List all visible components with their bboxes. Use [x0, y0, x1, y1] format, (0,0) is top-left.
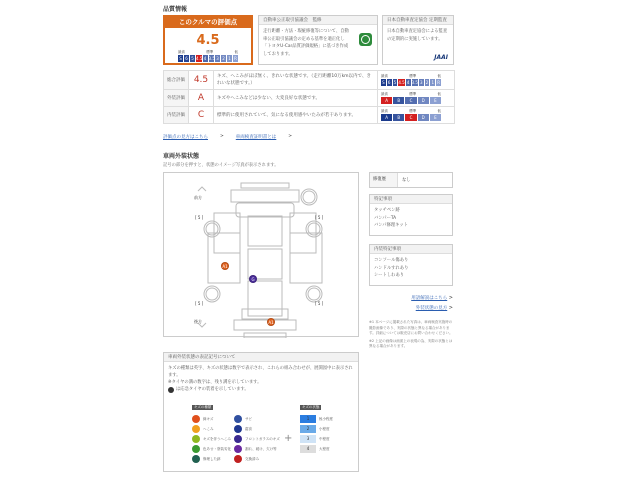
- certificate-link[interactable]: 車両検査証明書とは: [235, 135, 277, 140]
- table-row: [164, 90, 455, 107]
- eval-scale-cell: [378, 71, 455, 90]
- kind-dot-icon: [192, 425, 200, 433]
- scale-label: 低: [437, 74, 441, 78]
- eval-label: 内装評価: [164, 107, 189, 124]
- eval-value: A: [189, 90, 214, 107]
- level-label: 極小程度: [319, 416, 333, 421]
- eval-desc: 標準的に使用されていて、気になる使用感やいたみが若干あります。: [214, 107, 378, 124]
- scale-cell: 5: [393, 80, 397, 85]
- kind-dot-icon: [234, 445, 242, 453]
- scale-label-high: 最高: [178, 50, 185, 54]
- exterior-guide-link[interactable]: 外装状態の見方: [415, 306, 448, 311]
- jaai-box: [382, 15, 454, 65]
- footnote: ※1 本ページに掲載された写真は、車両検査実施時の撮影画像であり、実際の状態と異なる場合があります。詳細については販売店にお問い合わせください。: [369, 320, 453, 335]
- scale-cell: E: [430, 97, 441, 104]
- scale-cell: A: [381, 114, 392, 121]
- level-list: [300, 414, 333, 454]
- level-item: [300, 434, 333, 444]
- eval-desc: キズ、へこみがほぼ無く、きれいな状態です。（走行距離10万km以内で、きれいな状態です。）: [214, 71, 378, 90]
- scale-cell: C: [405, 114, 416, 121]
- repair-value: なし: [402, 178, 411, 183]
- front-label: 前方: [194, 195, 202, 200]
- footnote: ※2 上記の画像は画面上の表現の為、実際の状態とは異なる場合があります。: [369, 338, 453, 348]
- special-item: タッチペン跡: [374, 208, 400, 213]
- kind-item: [234, 424, 280, 434]
- special-notes-box: [369, 194, 453, 236]
- legend-line: キズの種類は英字、キズの状態は数字で表示され、これらの組み合わせが、展開図中に表示されます。: [168, 366, 353, 378]
- kind-label: 色あせ・塗装劣化: [203, 446, 231, 451]
- tire-depth-rl[interactable]: [ 5 ]: [195, 301, 204, 306]
- score-guide-link[interactable]: 評価点の見方はこちら: [163, 135, 208, 140]
- scale-cell: 4: [406, 80, 410, 85]
- kind-dot-icon: [192, 455, 200, 463]
- evaluation-table: [163, 70, 455, 124]
- level-badge: 4: [300, 445, 316, 453]
- scale-cell: B: [393, 114, 404, 121]
- scale-cell: 2: [222, 56, 225, 61]
- kind-dot-icon: [192, 445, 200, 453]
- plus-sign: +: [284, 433, 293, 444]
- damage-marker[interactable]: G: [249, 275, 257, 283]
- scale-cell: D: [418, 97, 429, 104]
- scale-cell: B: [393, 97, 404, 104]
- scale-cell: 3: [216, 56, 219, 61]
- kind-dot-icon: [192, 435, 200, 443]
- eval-scale-cell: [378, 107, 455, 124]
- scale-label: 最高: [381, 74, 388, 78]
- kind-item: [192, 414, 231, 424]
- car-diagram: [163, 172, 359, 337]
- legend-box: [163, 352, 359, 472]
- chevron-up-icon: [198, 187, 206, 191]
- kind-list: [234, 414, 280, 464]
- kind-label: 修理した跡: [203, 456, 221, 461]
- scale-cell: R: [234, 56, 237, 61]
- level-title: キズの状態: [302, 405, 320, 409]
- scale-label: 最高: [381, 109, 388, 113]
- kind-dot-icon: [234, 435, 242, 443]
- level-badge: 1: [300, 415, 316, 423]
- interior-item: コンソール傷あり: [374, 258, 409, 263]
- eval-value: 4.5: [189, 71, 214, 90]
- association-header: 自動車公正取引協議会 監修: [259, 16, 377, 25]
- table-row: [164, 107, 455, 124]
- scale-label-mid: 標準: [206, 50, 214, 54]
- repair-history-box: [369, 172, 453, 188]
- scale-cell: R: [437, 80, 440, 85]
- tire-depth-fr[interactable]: [ 5 ]: [315, 215, 324, 220]
- scale-label: 標準: [409, 74, 417, 78]
- interior-item: シートしわあり: [374, 273, 405, 278]
- level-label: 中程度: [319, 436, 330, 441]
- kind-title: キズの種類: [194, 405, 212, 409]
- side-links: 用語解説はこちら > 外装状態の見方 >: [411, 295, 453, 311]
- association-text: 走行距離・方法・瑕疵修復等について、自動車公正取引協議会の定める基準を適正化し「トヨタU-Car品質評価規格」に基づき作成しております。: [263, 29, 349, 57]
- jaai-text: 日本自動車査定協会による監査の定期的に実施しています。: [387, 29, 448, 42]
- scale-label: 低: [437, 109, 441, 113]
- kind-item: [234, 414, 280, 424]
- score-card-header: このクルマの評価点: [165, 17, 251, 28]
- exterior-subtitle: 記号の部分を押すと、状態のイメージ写真が表示されます。: [163, 163, 279, 168]
- scale-cell: 4.5: [398, 80, 405, 85]
- legend-line: は応急タイヤの装着を示しています。: [176, 387, 249, 392]
- special-header: 特記事項: [370, 195, 452, 204]
- scale-label: 低: [437, 92, 441, 96]
- score-card: [163, 15, 253, 65]
- scale-cell: 2: [425, 80, 429, 85]
- scale-label: 標準: [409, 92, 417, 96]
- special-item: バンパ修理キット: [374, 223, 408, 228]
- level-label: 小程度: [319, 426, 330, 431]
- kind-dot-icon: [192, 415, 200, 423]
- level-label: 大程度: [319, 446, 330, 451]
- damage-marker[interactable]: A1: [268, 320, 274, 325]
- scale-cell: 5: [191, 56, 194, 61]
- scale-cell: 6: [387, 80, 391, 85]
- kind-label: サビ: [245, 416, 252, 421]
- level-item: [300, 444, 333, 454]
- level-item: [300, 414, 333, 424]
- special-item: バンパーTA: [374, 215, 397, 221]
- score-scale: [178, 55, 238, 62]
- kind-dot-icon: [234, 455, 242, 463]
- kind-list: [192, 414, 231, 464]
- damage-marker[interactable]: A1: [222, 264, 228, 269]
- eval-links: 評価点の見方はこちら > 車両検査証明書とは >: [163, 134, 293, 140]
- scale-cell: A: [381, 97, 392, 104]
- scale-cell: 3: [419, 80, 423, 85]
- scale-cell: S: [382, 80, 385, 85]
- scale-label: 標準: [409, 109, 417, 113]
- scale-cell: 1: [431, 80, 435, 85]
- kind-dot-icon: [234, 415, 242, 423]
- overall-score: 4.5: [196, 33, 220, 48]
- scale-cell: 1: [228, 56, 231, 61]
- kind-label: 腐食: [245, 426, 252, 431]
- association-box: [258, 15, 378, 65]
- eval-label: 総合評価: [164, 71, 189, 90]
- interior-header: 内装特記事項: [370, 245, 452, 254]
- section-title: 品質情報: [163, 6, 188, 13]
- tire-depth-fl[interactable]: [ 5 ]: [195, 215, 204, 220]
- scale-label: 最高: [381, 92, 388, 96]
- level-item: [300, 424, 333, 434]
- kind-label: 割れ、破け、欠け等: [245, 446, 277, 451]
- scale-cell: 6: [185, 56, 188, 61]
- scale-cell: E: [430, 114, 441, 121]
- interior-item: ハンドルすれあり: [374, 265, 409, 271]
- kind-dot-icon: [234, 425, 242, 433]
- kind-item: [234, 454, 280, 464]
- eval-scale-cell: [378, 90, 455, 107]
- kind-item: [192, 424, 231, 434]
- kind-label: フロントガラスのキズ: [245, 436, 280, 441]
- level-badge: 2: [300, 425, 316, 433]
- kind-item: [192, 434, 231, 444]
- scale-cell: C: [405, 97, 416, 104]
- scale-cell: 3.5: [411, 80, 418, 85]
- kind-item: [234, 444, 280, 454]
- kind-label: キズを伴うへこみ: [203, 436, 231, 441]
- eval-value: C: [189, 107, 214, 124]
- kind-label: 交換済み: [245, 456, 259, 461]
- kind-item: [192, 454, 231, 464]
- spare-tire-icon: [168, 387, 174, 393]
- scale-label-low: 低: [234, 50, 238, 54]
- badge-logo-icon: [359, 33, 372, 46]
- scale-cell: 3.5: [208, 56, 215, 61]
- repair-label: 修復歴: [370, 173, 398, 187]
- interior-notes-box: [369, 244, 453, 286]
- legend-header: 車両外装状態の表記記号について: [164, 353, 358, 362]
- scale-cell: 4: [203, 56, 207, 61]
- kind-item: [192, 444, 231, 454]
- table-row: [164, 71, 455, 90]
- eval-desc: キズやへこみなどは少ない、大変良好な状態です。: [214, 90, 378, 107]
- level-badge: 3: [300, 435, 316, 443]
- legend-line: ※タイヤの溝の数字は、残り溝を示しています。: [168, 380, 262, 385]
- kind-item: [234, 434, 280, 444]
- eval-label: 外装評価: [164, 90, 189, 107]
- scale-cell: S: [179, 56, 182, 61]
- kind-label: へこみ: [203, 426, 214, 431]
- tire-depth-rr[interactable]: [ 5 ]: [315, 301, 324, 306]
- scale-cell: D: [418, 114, 429, 121]
- rear-label: 後方: [194, 319, 202, 324]
- exterior-title: 車両外装状態: [163, 153, 200, 160]
- jaai-logo: JAAI: [434, 54, 448, 61]
- kind-label: 線キズ: [203, 416, 214, 421]
- glossary-link[interactable]: 用語解説はこちら: [411, 296, 448, 301]
- scale-cell: 4.5: [196, 56, 203, 61]
- jaai-header: 日本自動車査定協会 定期監査: [383, 16, 453, 25]
- footnotes: [369, 320, 455, 350]
